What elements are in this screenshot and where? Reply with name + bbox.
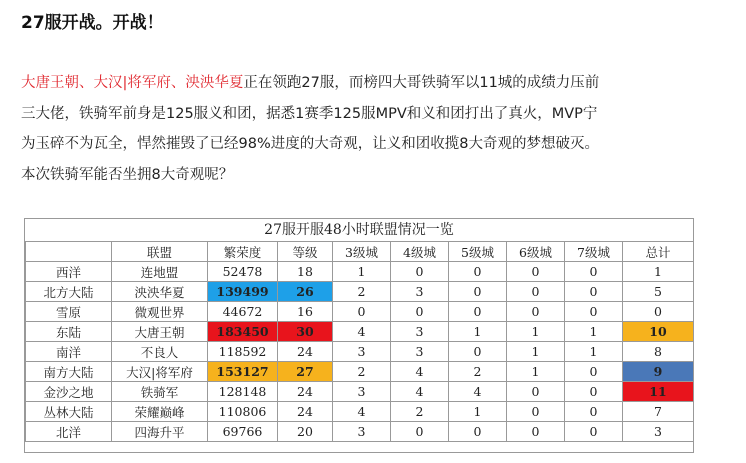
column-header: 7级城: [565, 242, 623, 262]
column-header: [26, 242, 112, 262]
table-cell: 1: [507, 362, 565, 382]
table-caption: 27服开服48小时联盟情况一览: [25, 219, 693, 242]
table-cell: 雪原: [26, 302, 112, 322]
column-header: 5级城: [449, 242, 507, 262]
table-cell: 52478: [208, 262, 278, 282]
table-cell: 金沙之地: [26, 382, 112, 402]
table-cell: 3: [333, 422, 391, 442]
table-cell: 东陆: [26, 322, 112, 342]
table-cell: 20: [278, 422, 333, 442]
table-cell: 2: [391, 402, 449, 422]
table-cell: 荣耀巅峰: [112, 402, 208, 422]
paragraph-line-2: 三大佬，铁骑军前身是125服义和团，据悉1赛季125服MPV和义和团打出了真火，MVP宁: [21, 105, 598, 122]
table-cell: 69766: [208, 422, 278, 442]
table-cell: 北方大陆: [26, 282, 112, 302]
table-cell: 1: [507, 342, 565, 362]
table-cell: 大汉|将军府: [112, 362, 208, 382]
table-cell: 30: [278, 322, 333, 342]
table-cell: 183450: [208, 322, 278, 342]
table-cell: 0: [449, 262, 507, 282]
alliance-table: [25, 241, 694, 442]
table-cell: 3: [333, 342, 391, 362]
table-cell: 西洋: [26, 262, 112, 282]
column-header: 3级城: [333, 242, 391, 262]
table-cell: 南方大陆: [26, 362, 112, 382]
table-row: [26, 322, 694, 342]
table-cell: 0: [507, 262, 565, 282]
table-row: [26, 342, 694, 362]
table-cell: 0: [565, 402, 623, 422]
table-cell: 连地盟: [112, 262, 208, 282]
table-cell: 南洋: [26, 342, 112, 362]
table-cell: 1: [565, 342, 623, 362]
table-cell: 9: [623, 362, 694, 382]
table-cell: 不良人: [112, 342, 208, 362]
paragraph-line-1: 正在领跑27服，而榜四大哥铁骑军以11城的成绩力压前: [243, 75, 600, 91]
paragraph-line-3: 为玉碎不为瓦全，悍然摧毁了已经98%进度的大奇观，让义和团收揽8大奇观的梦想破灭。: [21, 136, 599, 152]
table-cell: 0: [507, 402, 565, 422]
table-cell: 0: [507, 382, 565, 402]
table-cell: 5: [623, 282, 694, 302]
article-paragraph: [21, 68, 726, 190]
table-cell: 10: [623, 322, 694, 342]
table-cell: 3: [391, 322, 449, 342]
table-cell: 0: [333, 302, 391, 322]
table-cell: 3: [623, 422, 694, 442]
table-cell: 0: [449, 422, 507, 442]
table-cell: 0: [507, 422, 565, 442]
table-cell: 24: [278, 342, 333, 362]
table-cell: 2: [333, 282, 391, 302]
table-cell: 0: [565, 382, 623, 402]
table-cell: 4: [449, 382, 507, 402]
table-cell: 18: [278, 262, 333, 282]
table-cell: 微观世界: [112, 302, 208, 322]
table-cell: 0: [507, 282, 565, 302]
table-cell: 0: [391, 422, 449, 442]
column-header: 等级: [278, 242, 333, 262]
alliance-table-image: [24, 218, 694, 453]
table-cell: 1: [623, 262, 694, 282]
table-cell: 2: [333, 362, 391, 382]
table-cell: 27: [278, 362, 333, 382]
table-cell: 3: [391, 282, 449, 302]
table-cell: 北洋: [26, 422, 112, 442]
table-cell: 2: [449, 362, 507, 382]
table-cell: 1: [449, 322, 507, 342]
table-header-row: [26, 242, 694, 262]
table-cell: 0: [507, 302, 565, 322]
table-cell: 1: [449, 402, 507, 422]
table-cell: 0: [565, 262, 623, 282]
table-cell: 44672: [208, 302, 278, 322]
table-cell: 0: [565, 282, 623, 302]
table-cell: 24: [278, 382, 333, 402]
table-cell: 3: [391, 342, 449, 362]
table-cell: 1: [565, 322, 623, 342]
table-cell: 110806: [208, 402, 278, 422]
table-cell: 泱泱华夏: [112, 282, 208, 302]
table-cell: 8: [623, 342, 694, 362]
table-cell: 0: [391, 302, 449, 322]
table-row: [26, 422, 694, 442]
table-cell: 0: [623, 302, 694, 322]
table-cell: 4: [391, 362, 449, 382]
table-cell: 1: [507, 322, 565, 342]
table-cell: 1: [333, 262, 391, 282]
table-cell: 4: [391, 382, 449, 402]
table-cell: 0: [449, 282, 507, 302]
table-cell: 0: [565, 362, 623, 382]
table-cell: 3: [333, 382, 391, 402]
column-header: 4级城: [391, 242, 449, 262]
table-cell: 139499: [208, 282, 278, 302]
table-row: [26, 282, 694, 302]
paragraph-line-4: 本次铁骑军能否坐拥8大奇观呢？: [21, 166, 234, 183]
article-heading: 27服开战。开战！: [21, 13, 164, 33]
table-cell: 4: [333, 322, 391, 342]
column-header: 总计: [623, 242, 694, 262]
table-cell: 四海升平: [112, 422, 208, 442]
table-cell: 118592: [208, 342, 278, 362]
table-cell: 11: [623, 382, 694, 402]
table-cell: 0: [391, 262, 449, 282]
table-cell: 0: [449, 342, 507, 362]
column-header: 6级城: [507, 242, 565, 262]
table-cell: 0: [449, 302, 507, 322]
table-row: [26, 302, 694, 322]
table-row: [26, 262, 694, 282]
highlighted-alliances: 大唐王朝、大汉|将军府、泱泱华夏: [21, 75, 244, 91]
table-cell: 24: [278, 402, 333, 422]
table-row: [26, 382, 694, 402]
table-cell: 16: [278, 302, 333, 322]
table-cell: 128148: [208, 382, 278, 402]
column-header: 繁荣度: [208, 242, 278, 262]
column-header: 联盟: [112, 242, 208, 262]
table-row: [26, 402, 694, 422]
table-cell: 153127: [208, 362, 278, 382]
table-cell: 4: [333, 402, 391, 422]
table-cell: 丛林大陆: [26, 402, 112, 422]
table-cell: 0: [565, 302, 623, 322]
table-cell: 0: [565, 422, 623, 442]
table-cell: 大唐王朝: [112, 322, 208, 342]
table-cell: 26: [278, 282, 333, 302]
table-cell: 7: [623, 402, 694, 422]
table-cell: 铁骑军: [112, 382, 208, 402]
table-row: [26, 362, 694, 382]
